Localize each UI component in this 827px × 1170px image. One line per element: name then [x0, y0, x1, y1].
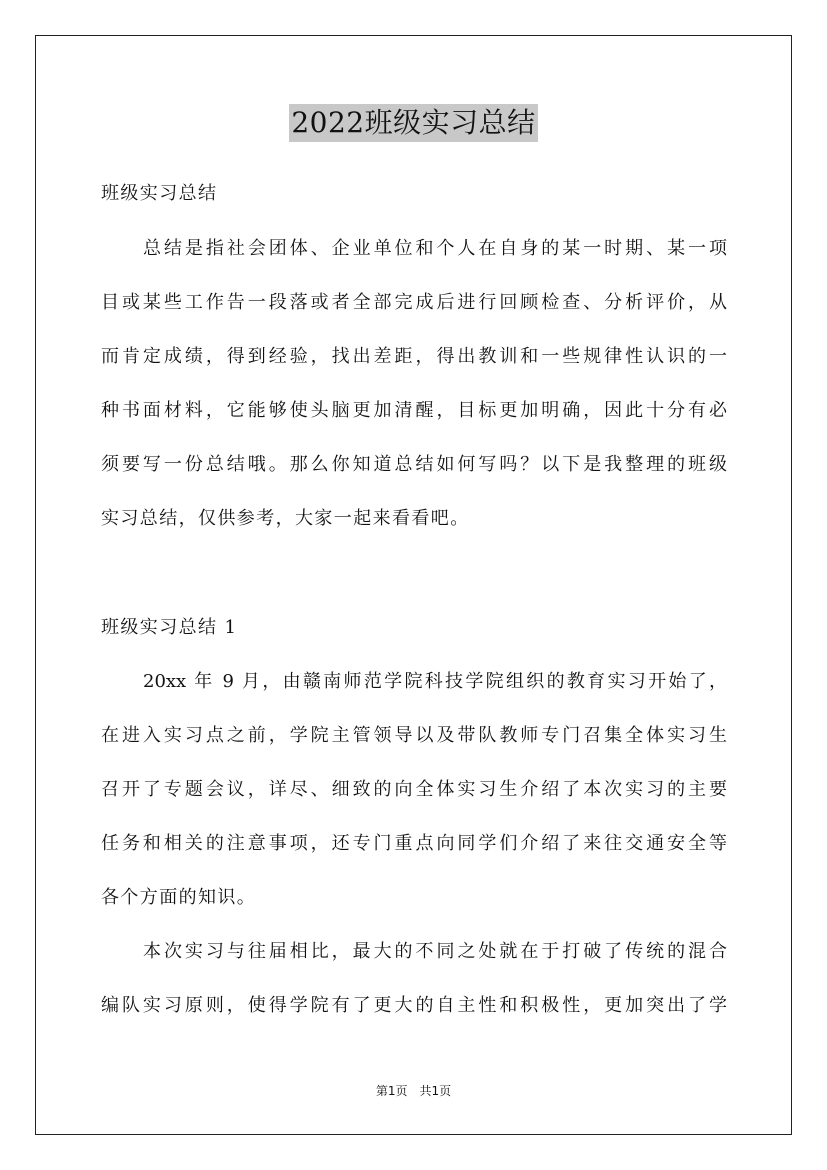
- section1-para1-line: 任务和相关的注意事项，还专门重点向同学们介绍了来往交通安全等: [101, 833, 727, 854]
- section1-para1-line: 在进入实习点之前，学院主管领导以及带队教师专门召集全体实习生: [101, 725, 727, 746]
- section1-heading: 班级实习总结 1: [101, 617, 238, 638]
- section1-para2-line: 本次实习与往届相比，最大的不同之处就在于打破了传统的混合: [143, 941, 727, 962]
- intro-line: 目或某些工作告一段落或者全部完成后进行回顾检查、分析评价，从: [101, 292, 727, 313]
- intro-line: 实习总结，仅供参考，大家一起来看看吧。: [101, 508, 470, 529]
- page-number-footer: 第1页 共1页: [375, 1084, 452, 1098]
- intro-line: 而肯定成绩，得到经验，找出差距，得出教训和一些规律性认识的一: [101, 346, 727, 367]
- intro-line: 种书面材料，它能够使头脑更加清醒，目标更加明确，因此十分有必: [101, 400, 727, 421]
- intro-line: 总结是指社会团体、企业单位和个人在自身的某一时期、某一项: [143, 238, 727, 259]
- section1-para1-line: 召开了专题会议，详尽、细致的向全体实习生介绍了本次实习的主要: [101, 779, 727, 800]
- section1-para2-line: 编队实习原则，使得学院有了更大的自主性和积极性，更加突出了学: [101, 995, 727, 1016]
- section1-para1-line: 20xx 年 9 月，由赣南师范学院科技学院组织的教育实习开始了，: [143, 671, 727, 692]
- intro-heading: 班级实习总结: [101, 183, 218, 204]
- intro-line: 须要写一份总结哦。那么你知道总结如何写吗？以下是我整理的班级: [101, 454, 727, 475]
- title-container: [0, 104, 827, 142]
- document-title: 2022班级实习总结: [289, 104, 537, 142]
- section1-para1-line: 各个方面的知识。: [101, 887, 257, 908]
